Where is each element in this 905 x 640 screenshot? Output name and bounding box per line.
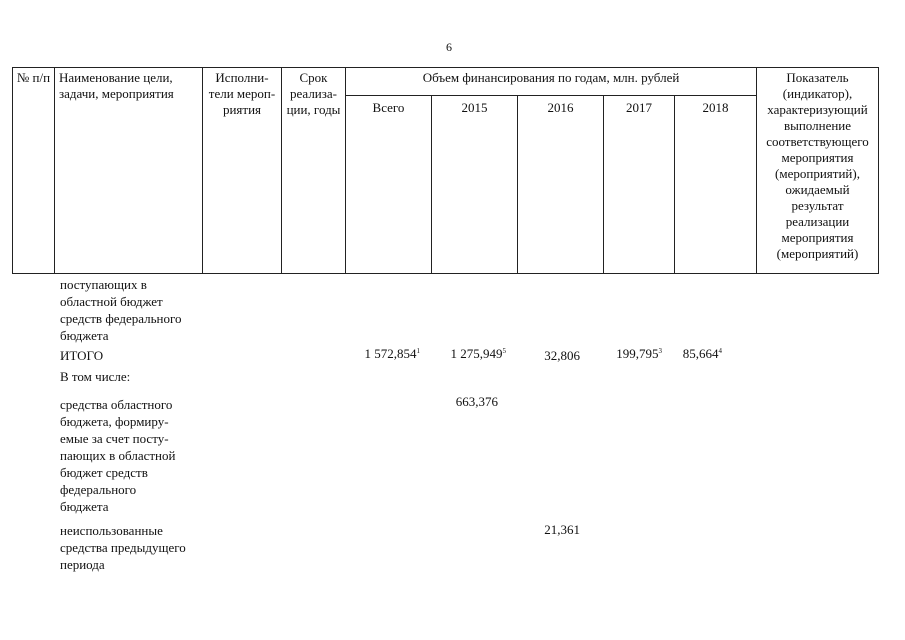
row-regional-2015: 663,376: [455, 394, 498, 409]
header-year-2018: 2018: [675, 96, 757, 274]
row-regional-name: средства областного бюджета, формиру- емые за счет посту- пающих в областной бюджет средств федерального бюджета: [60, 397, 176, 514]
table-header: [12, 67, 879, 274]
row-total-2018: 85,664$^4$: [682, 346, 722, 361]
row-unused-name: неиспользованные средства предыдущего периода: [60, 523, 186, 572]
row-total-sum: 1 572,854$^1$: [364, 346, 420, 361]
header-executors: Исполни- тели мероп- риятия: [203, 68, 282, 274]
header-total: Всего: [346, 96, 432, 274]
row-unused-2016: 21,361: [544, 522, 580, 537]
header-year-2016: 2016: [518, 96, 604, 274]
row-total-2017: 199,795$^3$: [616, 346, 662, 361]
header-indicator: Показатель (индикатор), характеризующий выполнение соответствующего мероприятия (мероприятий), ожидаемый результат реализации мероприятия (мероприятий): [757, 68, 879, 274]
row-total-2016: 32,806: [544, 348, 580, 363]
row-total-name: ИТОГО: [60, 348, 104, 363]
header-num: № п/п: [13, 68, 55, 274]
header-funding: Объем финансирования по годам, млн. рублей: [346, 68, 757, 96]
header-term: Срок реализа- ции, годы: [282, 68, 346, 274]
header-year-2017: 2017: [604, 96, 675, 274]
page-number: 6: [446, 40, 452, 54]
row-total-2015: 1 275,949$^5$: [450, 346, 506, 361]
header-year-2015: 2015: [432, 96, 518, 274]
header-name: Наименование цели, задачи, мероприятия: [55, 68, 203, 274]
row-1-name: поступающих в областной бюджет средств федерального бюджета: [60, 277, 182, 343]
row-including-label: В том числе:: [60, 369, 131, 384]
